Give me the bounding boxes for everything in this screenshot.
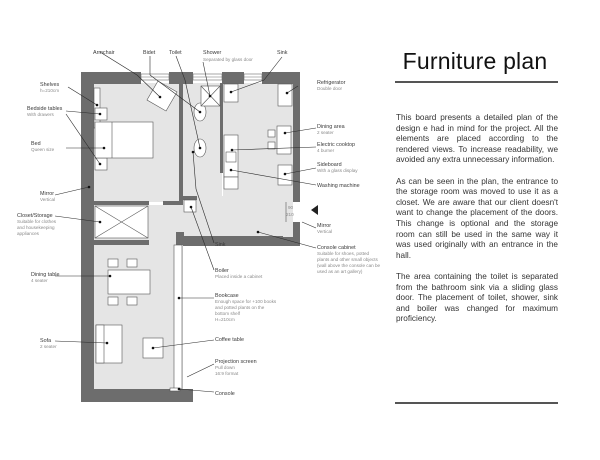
label-toilet: Toilet [169,50,182,56]
label-bookcase-sub1: Enough space for +100 books [215,299,277,304]
label-mirror-left-sub: Vertical [40,197,56,202]
label-sink-top: Sink [277,50,288,56]
label-refrigerator: Refrigerator [317,80,346,86]
label-boiler: Boiler [215,268,229,274]
label-sofa: Sofa [40,338,52,344]
label-console-cabinet-sub1: Suitable for shoes, potted [317,251,370,256]
label-armchair: Armchair [93,50,115,56]
label-shelves-sub: h=210cm [40,88,60,93]
label-boiler-sub: Placed inside a cabinet [215,274,263,279]
door-width-label: 90 [288,205,294,210]
label-console: Console [215,391,235,397]
label-shower-sub: Separated by glass door [203,57,253,62]
label-bookcase-sub2: and potted plants on the [215,305,265,310]
washing-machine [224,177,238,189]
description-paragraph: The area containing the toilet is separated from the bathroom sink via a sliding glass door. The placement of toilet, shower, sink and boiler was changed for maximum proficiency. [396,271,558,324]
label-dining-table-sub: 4 seater [31,278,48,283]
label-refrigerator-sub: Double door [317,86,343,91]
label-sideboard-sub: With a glass display [317,168,358,173]
label-bookcase-sub3: bottom shelf [215,311,241,316]
bookcase [174,245,182,389]
label-screen-sub2: 16:9 format [215,371,239,376]
boiler [184,200,196,212]
label-mirror-left: Mirror [40,191,55,197]
label-bookcase: Bookcase [215,293,239,299]
refrigerator [278,84,292,106]
dining-counter [277,126,291,154]
label-cooktop: Electric cooktop [317,142,356,148]
label-coffee: Coffee table [215,337,244,343]
description-paragraph: This board presents a detailed plan of the design e had in mind for the project. All the elements are placed according to the rendered views. To increase readability, we avoided any extra unnecessary information. [396,113,558,165]
bed [95,122,153,158]
label-closet-sub2: and housekeeping [17,225,55,230]
label-washing: Washing machine [317,183,360,189]
label-bookcase-sub4: H=210cm [215,317,235,322]
title-rule [395,81,558,83]
door-height-label: 210 [286,212,294,217]
label-console-cabinet-sub3: (wall above the console can be [317,263,381,268]
label-console-cabinet: Console cabinet [317,245,356,251]
label-closet-sub1: Suitable for clothes [17,219,57,224]
label-sofa-sub: 2 seater [40,344,57,349]
label-closet: Closet/Storage [17,213,53,219]
windows [141,74,262,80]
bottom-rule [395,402,558,404]
label-bed: Bed [31,141,41,147]
label-dining-area-sub: 2 seater [317,130,334,135]
label-bed-sub: Queen size [31,147,55,152]
label-sideboard: Sideboard [317,162,342,168]
label-bidet: Bidet [143,50,156,56]
dining-table [108,270,150,294]
description [396,113,558,335]
label-closet-sub3: appliances [17,231,39,236]
label-dining-area: Dining area [317,124,345,130]
label-screen-sub1: Pull down [215,365,235,370]
label-bedside-sub: With drawers [27,112,54,117]
label-shower: Shower [203,50,222,56]
label-console-cabinet-sub4: used as an art gallery) [317,269,363,274]
label-mirror-right-sub: Vertical [317,229,333,234]
label-bedside: Bedside tables [27,106,63,112]
label-console-cabinet-sub2: plants and other small objects [317,257,378,262]
label-shelves: Shelves [40,82,60,88]
label-cooktop-sub: 4 burner [317,148,335,153]
label-screen: Projection screen [215,359,257,365]
label-sink-bottom: Sink [215,242,226,248]
page-title: Furniture plan [402,48,548,74]
description-paragraph: As can be seen in the plan, the entrance to the storage room was moved to use it as a closet. We are aware that our client doesn't want to change the placement of the doors. This change is optional and the storage room can still be used in the same way it was used originally with an entrance in the hall. [396,176,558,260]
label-mirror-right: Mirror [317,223,332,229]
label-dining-table: Dining table [31,272,60,278]
